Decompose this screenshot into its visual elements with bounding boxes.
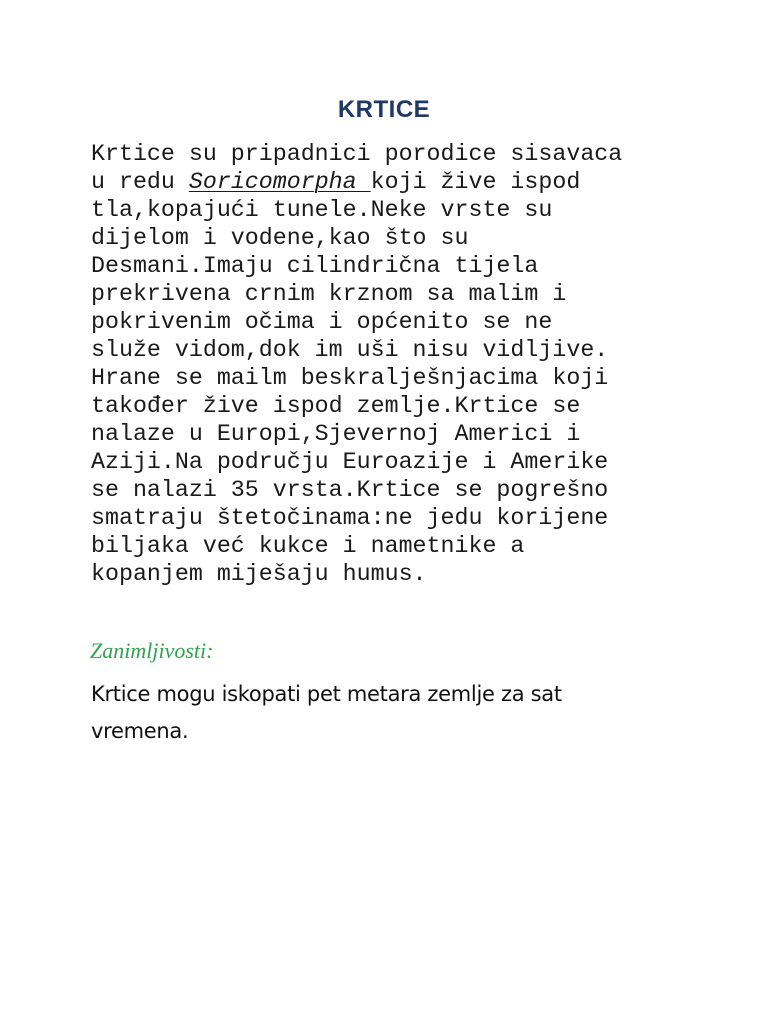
body-line: kopanjem miješaju humus. (91, 561, 427, 587)
body-line-1: Krtice su pripadnici porodice sisavaca (91, 141, 623, 167)
body-line: prekrivena crnim krznom sa malim i (91, 281, 567, 307)
page-title: KRTICE (337, 96, 431, 123)
body-line-2-pre: u redu (91, 169, 189, 195)
body-line: se nalazi 35 vrsta.Krtice se pogrešno (91, 477, 609, 503)
body-line: smatraju štetočinama:ne jedu korijene (91, 505, 609, 531)
body-line: služe vidom,dok im uši nisu vidljive. (91, 337, 609, 363)
body-line: Hrane se mailm beskralješnjacima koji (91, 365, 609, 391)
body-line: tla,kopajući tunele.Neke vrste su (91, 197, 553, 223)
body-line: nalaze u Europi,Sjevernoj Americi i (91, 421, 581, 447)
body-line: Aziji.Na području Euroazije i Amerike (91, 449, 609, 475)
body-line: Desmani.Imaju cilindrična tijela (91, 253, 539, 279)
body-line: pokrivenim očima i općenito se ne (91, 309, 553, 335)
body-line: dijelom i vodene,kao što su (91, 225, 469, 251)
body-paragraph (91, 140, 711, 588)
body-line: također žive ispod zemlje.Krtice se (91, 393, 581, 419)
body-line: biljaka već kukce i nametnike a (91, 533, 525, 559)
body-line-2-post: koji žive ispod (370, 169, 581, 195)
fact-paragraph: Krtice mogu iskopati pet metara zemlje za sat vremena. (91, 682, 562, 743)
taxon-term: Soricomorpha (188, 169, 371, 195)
section-heading: Zanimljivosti: (90, 638, 214, 663)
